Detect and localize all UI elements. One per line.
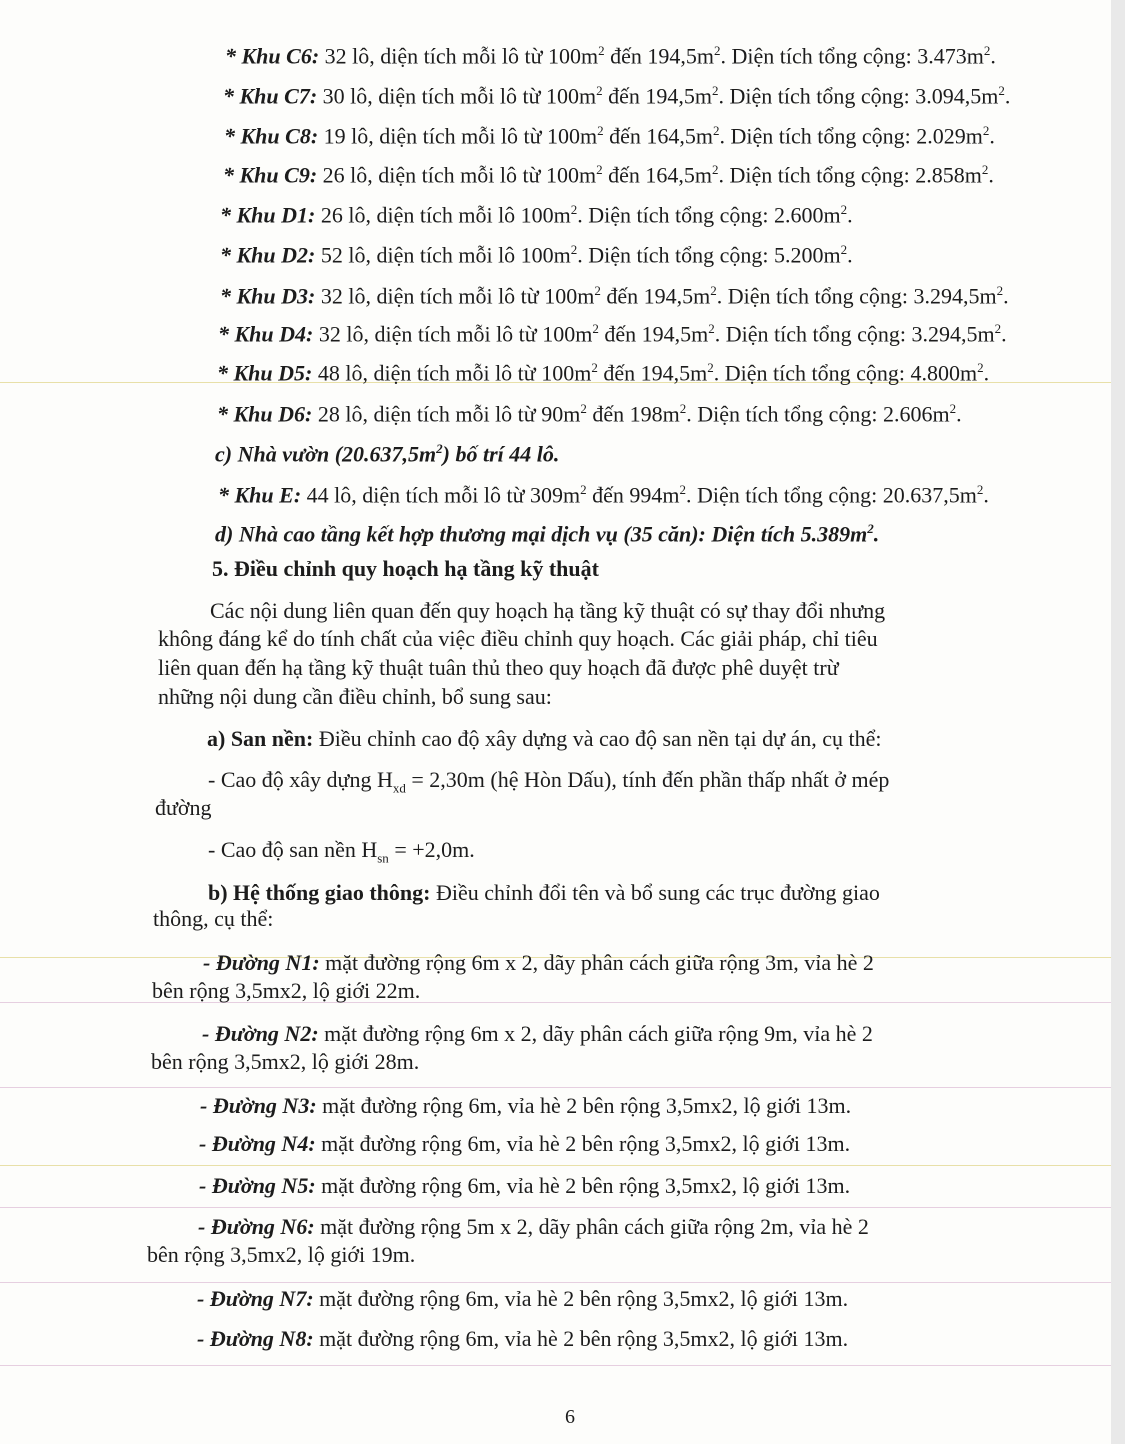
- road-item: - Đường N6: mặt đường rộng 5m x 2, dãy phân cách giữa rộng 2m, vỉa hè 2: [198, 1214, 869, 1239]
- road-item: - Đường N7: mặt đường rộng 6m, vỉa hè 2 bên rộng 3,5mx2, lộ giới 13m.: [197, 1286, 849, 1311]
- section-title: 5. Điều chỉnh quy hoạch hạ tầng kỹ thuật: [212, 556, 599, 581]
- intro-line: Các nội dung liên quan đến quy hoạch hạ tầng kỹ thuật có sự thay đổi nhưng: [210, 598, 886, 623]
- paper-rule: [0, 1282, 1111, 1283]
- road-item-cont: bên rộng 3,5mx2, lộ giới 19m.: [147, 1242, 416, 1267]
- road-item: - Đường N3: mặt đường rộng 6m, vỉa hè 2 bên rộng 3,5mx2, lộ giới 13m.: [200, 1093, 852, 1118]
- bullet-building-level-cont: đường: [155, 795, 212, 820]
- road-item: - Đường N8: mặt đường rộng 6m, vỉa hè 2 bên rộng 3,5mx2, lộ giới 13m.: [197, 1326, 849, 1351]
- san-nen-paragraph: a) San nền: Điều chỉnh cao độ xây dựng và cao độ san nền tại dự án, cụ thể:: [207, 726, 882, 751]
- traffic-paragraph: b) Hệ thống giao thông: Điều chỉnh đổi tên và bổ sung các trục đường giao: [208, 880, 880, 905]
- road-item: - Đường N5: mặt đường rộng 6m, vỉa hè 2 bên rộng 3,5mx2, lộ giới 13m.: [199, 1173, 851, 1198]
- road-item-cont: bên rộng 3,5mx2, lộ giới 22m.: [152, 978, 421, 1003]
- bullet-ground-level: - Cao độ san nền $H_{sn} = +2,0m$.: [208, 837, 475, 866]
- paper-rule: [0, 1207, 1111, 1208]
- intro-line: những nội dung cần điều chỉnh, bổ sung sau:: [158, 684, 552, 709]
- zone-item: * Khu C8: 19 lô, diện tích mỗi lô từ $100m^2$ đến $164,5m^2$. Diện tích tổng cộng: $2.029m^2$.: [224, 123, 995, 149]
- heading-garden-houses: c) Nhà vườn $(20.637,5m^2)$ bố trí 44 lô.: [215, 441, 560, 467]
- zone-item: * Khu D5: 48 lô, diện tích mỗi lô từ $100m^2$ đến $194,5m^2$. Diện tích tổng cộng: $4.800m^2$.: [217, 360, 990, 386]
- zone-item-e: * Khu E: 44 lô, diện tích mỗi lô từ $309m^2$ đến $994m^2$. Diện tích tổng cộng: $20.637,5m^2$.: [218, 482, 989, 508]
- road-item: - Đường N1: mặt đường rộng 6m x 2, dãy phân cách giữa rộng 3m, vỉa hè 2: [203, 950, 874, 975]
- zone-item: * Khu D3: 32 lô, diện tích mỗi lô từ $100m^2$ đến $194,5m^2$. Diện tích tổng cộng: $3.294,5m^2$.: [220, 283, 1009, 309]
- intro-line: liên quan đến hạ tầng kỹ thuật tuân thủ theo quy hoạch đã được phê duyệt trừ: [158, 655, 839, 680]
- road-item-cont: bên rộng 3,5mx2, lộ giới 28m.: [151, 1049, 420, 1074]
- road-item: - Đường N2: mặt đường rộng 6m x 2, dãy phân cách giữa rộng 9m, vỉa hè 2: [202, 1021, 873, 1046]
- road-item: - Đường N4: mặt đường rộng 6m, vỉa hè 2 bên rộng 3,5mx2, lộ giới 13m.: [199, 1131, 851, 1156]
- bullet-building-level: - Cao độ xây dựng $H_{xd} = 2,30m$ (hệ Hòn Dấu), tính đến phần thấp nhất ở mép: [208, 767, 890, 796]
- zone-item: * Khu C6: 32 lô, diện tích mỗi lô từ $100m^2$ đến $194,5m^2$. Diện tích tổng cộng: $3.473m^2$.: [225, 43, 996, 69]
- page-number: 6: [565, 1406, 575, 1428]
- zone-item: * Khu C7: 30 lô, diện tích mỗi lô từ $100m^2$ đến $194,5m^2$. Diện tích tổng cộng: $3.094,5m^2$.: [223, 83, 1011, 109]
- intro-line: không đáng kể do tính chất của việc điều chỉnh quy hoạch. Các giải pháp, chỉ tiêu: [158, 626, 878, 651]
- paper-rule: [0, 1365, 1111, 1366]
- heading-high-rise: d) Nhà cao tầng kết hợp thương mại dịch vụ (35 căn): Diện tích $5.389m^2$.: [215, 521, 880, 547]
- zone-item: * Khu D2: 52 lô, diện tích mỗi lô $100m^2$. Diện tích tổng cộng: $5.200m^2$.: [220, 242, 853, 268]
- traffic-paragraph-cont: thông, cụ thể:: [153, 906, 274, 931]
- zone-item: * Khu C9: 26 lô, diện tích mỗi lô từ $100m^2$ đến $164,5m^2$. Diện tích tổng cộng: $2.858m^2$.: [223, 162, 994, 188]
- paper-rule: [0, 1087, 1111, 1088]
- zone-item: * Khu D1: 26 lô, diện tích mỗi lô $100m^2$. Diện tích tổng cộng: $2.600m^2$.: [220, 202, 853, 228]
- paper-rule: [0, 1165, 1111, 1166]
- zone-item: * Khu D6: 28 lô, diện tích mỗi lô từ $90m^2$ đến $198m^2$. Diện tích tổng cộng: $2.606m^2$.: [217, 401, 962, 427]
- zone-item: * Khu D4: 32 lô, diện tích mỗi lô từ $100m^2$ đến $194,5m^2$. Diện tích tổng cộng: $3.294,5m^2$.: [218, 321, 1007, 347]
